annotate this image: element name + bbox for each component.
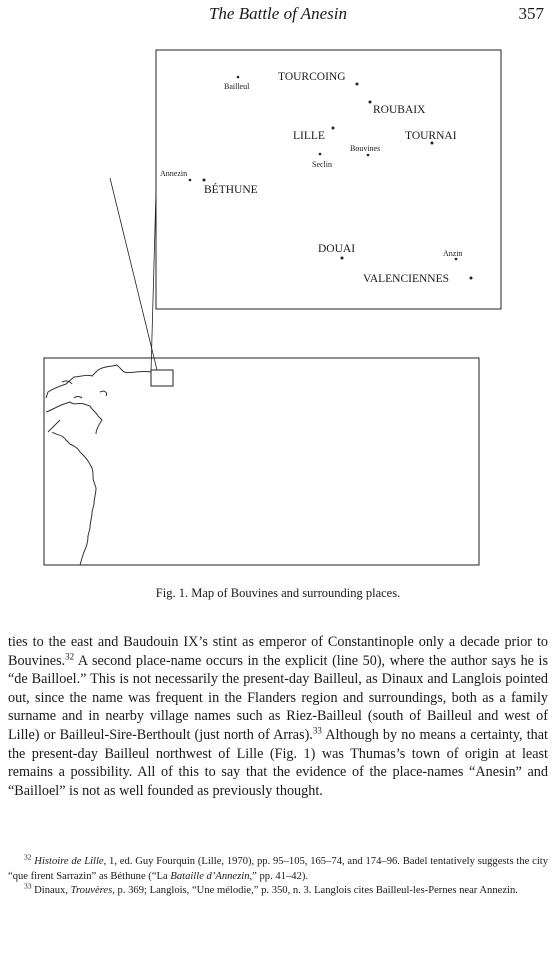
place-label-bethune: BÉTHUNE [204, 184, 258, 196]
footnote-title: Histoire de Lille [34, 856, 104, 867]
place-label-lille: LILLE [293, 130, 325, 142]
body-paragraph [8, 633, 548, 800]
connector-line [151, 191, 156, 372]
place-label-valenciennes: VALENCIENNES [363, 273, 450, 285]
running-header-title: The Battle of Anesin [208, 4, 348, 23]
body-text-segment: Although by no means a certainty, that the present-day Bailleul northwest of Lille (Fig. 1) was Thumas’s town of origin at least remains a possibility. All of this to say that the evidence of the place-names “Anesin” and “Bailloel” is not as well founded as previously thought. [8, 726, 548, 799]
place-label-tourcoing: TOURCOING [278, 71, 346, 83]
coastline-islands [62, 381, 107, 398]
place-dot-seclin [319, 153, 322, 156]
place-dot-bailleul [237, 76, 240, 79]
footnote-title: Trouvères [70, 885, 113, 896]
place-label-seclin: Seclin [312, 160, 332, 169]
place-label-bailleul: Bailleul [224, 82, 250, 91]
footnote-title: Bataille d’Annezin [170, 870, 250, 882]
footnotes [8, 852, 549, 899]
coastline [46, 365, 151, 565]
footnote-ref-33: 33 [312, 725, 322, 736]
place-label-douai: DOUAI [318, 243, 356, 255]
place-dot-anzin [455, 258, 458, 261]
connector-line [110, 178, 157, 370]
place-dot-lille [332, 127, 335, 130]
place-label-anzin: Anzin [443, 249, 463, 258]
body-text-segment: ties to the east and Baudouin IX’s stint as emperor of Constantinople only a decade prior to Bouvines. [8, 634, 548, 669]
detail-map-frame [156, 50, 501, 309]
map-places [160, 71, 473, 285]
place-dot-valenciennes [470, 277, 473, 280]
footnote-text: Dinaux, [31, 885, 71, 896]
footnote-32 [8, 852, 549, 884]
footnote-text: , p. 369; Langlois, “Une mélodie,” p. 350, n. 3. Langlois cites Bailleul-les-Pernes near Annezin. [112, 885, 518, 896]
footnote-marker: 33 [24, 881, 32, 891]
footnote-text: , 1, ed. Guy Fourquin (Lille, 1970), pp. 95–105, 165–74, and 174–96. Badel tentatively suggests the city “que firent Sarrazin” as Béthune (“La [8, 856, 549, 882]
place-dot-roubaix [369, 101, 372, 104]
place-dot-bouvines [367, 154, 370, 157]
place-label-tournai: TOURNAI [405, 130, 457, 142]
footnote-ref-32: 32 [65, 650, 75, 661]
locator-box [151, 370, 173, 386]
page-number: 357 [518, 4, 544, 23]
overview-map-frame [44, 358, 479, 565]
place-label-bouvines: Bouvines [350, 144, 381, 153]
place-label-roubaix: ROUBAIX [373, 104, 426, 116]
footnote-marker: 32 [24, 852, 32, 862]
footnote-33 [8, 881, 548, 899]
body-text-segment: A second place-name occurs in the explicit (line 50), where the author says he is “de Bailloel.” This is not necessarily the present-day Bailleul, as Dinaux and Langlois pointed out, since the name was frequent in the Flanders region and surroundings, both as a family surname and in nearby village names such as Riez-Bailleul (south of Bailleul and west of Lille) or Bailleul-Sire-Berthoult (just north of Arras). [8, 652, 548, 743]
footnote-text: ,” pp. 41–42). [249, 870, 309, 882]
figure-caption: Fig. 1. Map of Bouvines and surrounding places. [155, 586, 401, 600]
place-dot-douai [341, 257, 344, 260]
place-label-annezin: Annezin [160, 169, 188, 178]
place-dot-tourcoing [356, 83, 359, 86]
place-dot-annezin [189, 179, 192, 182]
place-dot-bethune [203, 179, 206, 182]
